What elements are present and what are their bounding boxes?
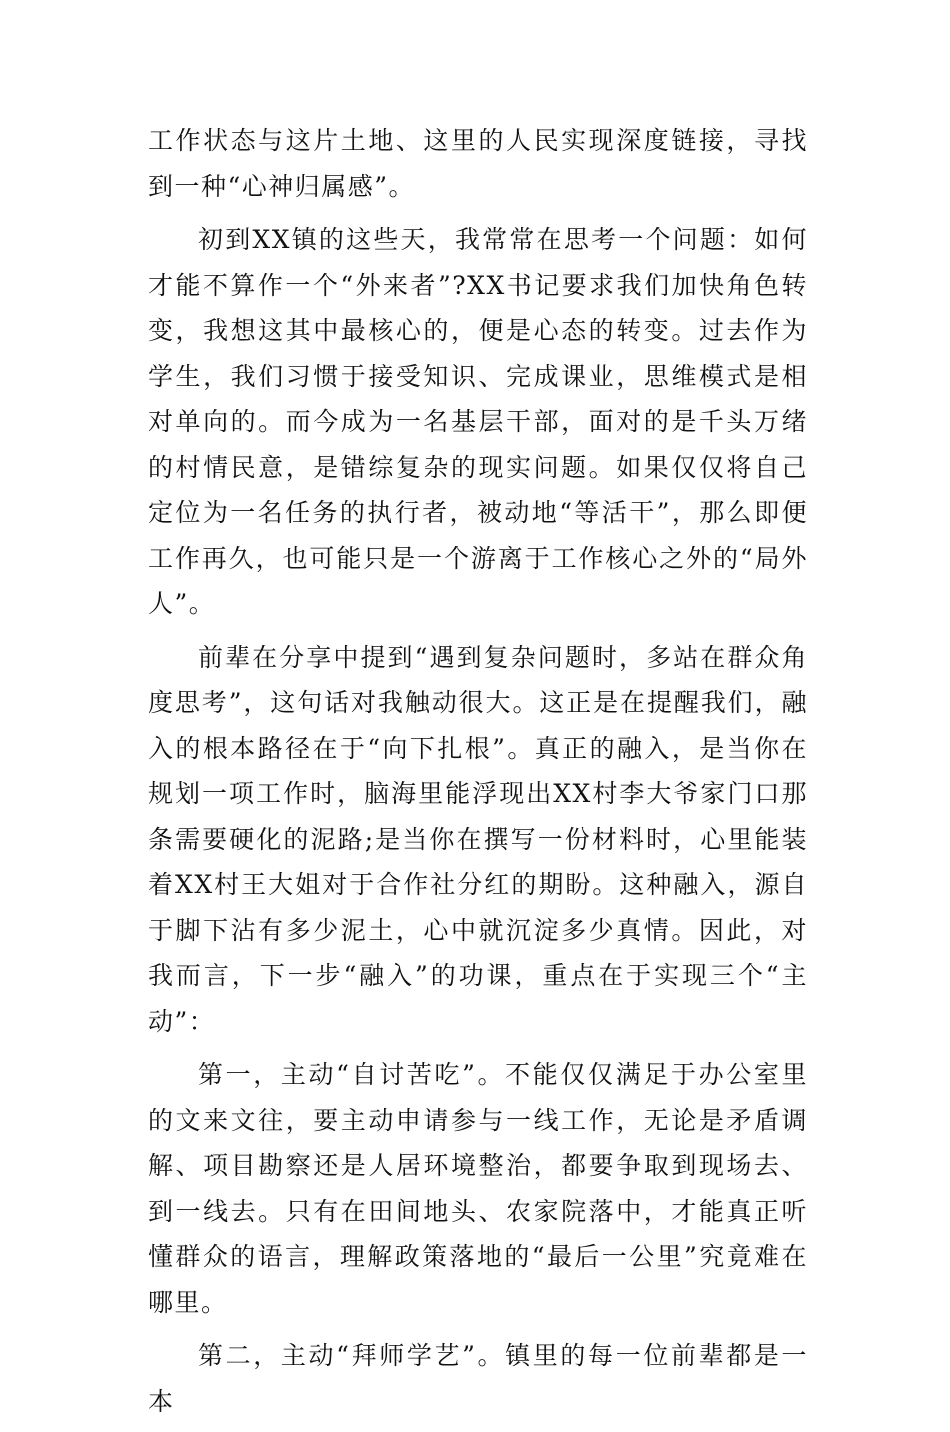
paragraph-3: 前辈在分享中提到“遇到复杂问题时，多站在群众角度思考”，这句话对我触动很大。这正是在提醒我们，融入的根本路径在于“向下扎根”。真正的融入，是当你在规划一项工作时，脑海里能浮现出XX村李大爷家门口那条需要硬化的泥路;是当你在撰写一份材料时，心里能装着XX村王大姐对于合作社分红的期盼。这种融入，源自于脚下沾有多少泥土，心中就沉淀多少真情。因此，对我而言，下一步“融入”的功课，重点在于实现三个“主动”： [148,642,808,1036]
paragraph-1: 工作状态与这片土地、这里的人民实现深度链接，寻找到一种“心神归属感”。 [148,126,808,201]
paragraph-4: 第一，主动“自讨苦吃”。不能仅仅满足于办公室里的文来文往，要主动申请参与一线工作，无论是矛盾调解、项目勘察还是人居环境整治，都要争取到现场去、到一线去。只有在田间地头、农家院落中，才能真正听懂群众的语言，理解政策落地的“最后一公里”究竟难在哪里。 [148,1060,808,1317]
paragraph-2: 初到XX镇的这些天，我常常在思考一个问题：如何才能不算作一个“外来者”?XX书记要求我们加快角色转变，我想这其中最核心的，便是心态的转变。过去作为学生，我们习惯于接受知识、完成课业，思维模式是相对单向的。而今成为一名基层干部，面对的是千头万绪的村情民意，是错综复杂的现实问题。如果仅仅将自己定位为一名任务的执行者，被动地“等活干”，那么即便工作再久，也可能只是一个游离于工作核心之外的“局外人”。 [148,225,808,618]
document-body [148,118,808,1432]
paragraph-5: 第二，主动“拜师学艺”。镇里的每一位前辈都是一本 [148,1341,808,1416]
